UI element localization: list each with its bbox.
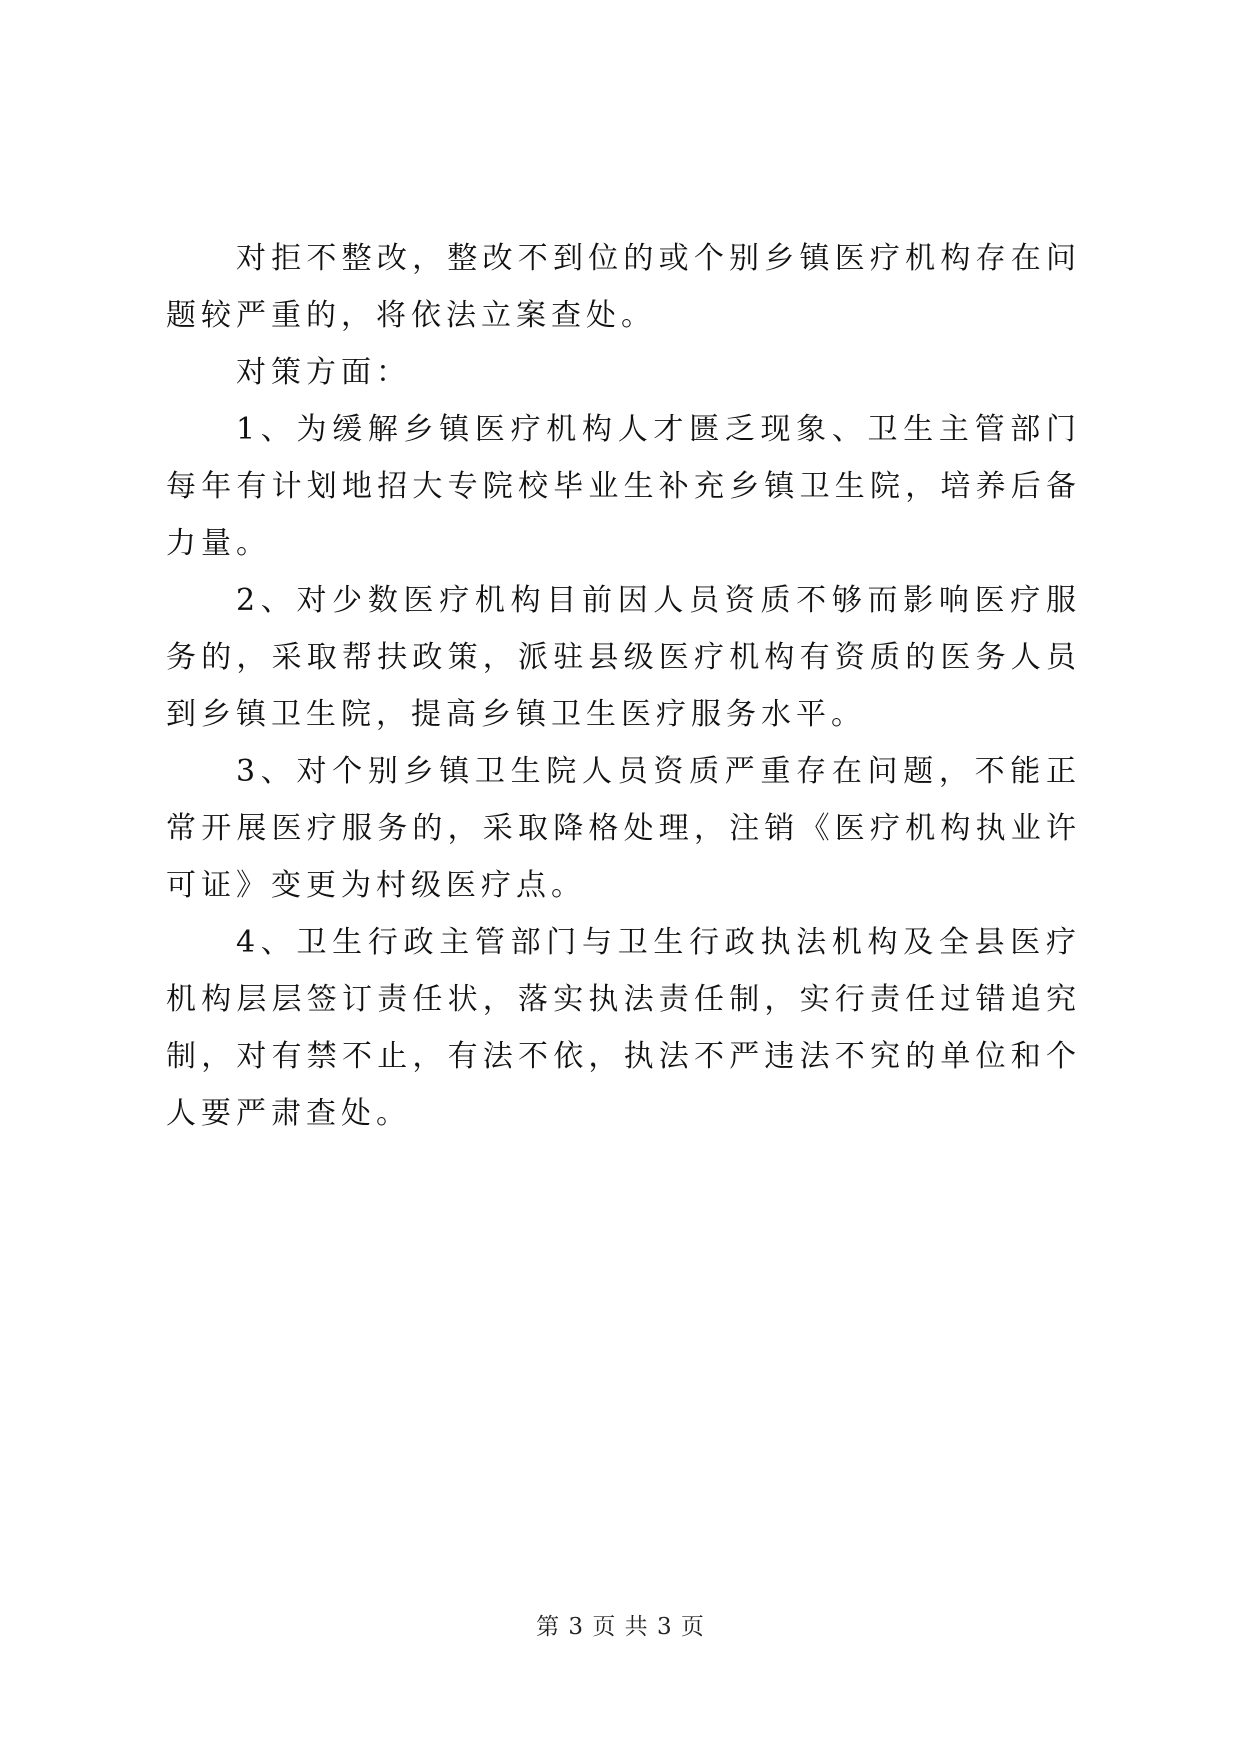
page-number-footer: 第 3 页 共 3 页: [536, 1614, 705, 1640]
document-body: [166, 230, 1081, 1142]
paragraph-countermeasure-1: 1、为缓解乡镇医疗机构人才匮乏现象、卫生主管部门每年有计划地招大专院校毕业生补充乡镇卫生院，培养后备力量。: [166, 412, 1081, 561]
paragraph-countermeasures-heading: 对策方面：: [236, 355, 411, 390]
paragraph-rectification: 对拒不整改，整改不到位的或个别乡镇医疗机构存在问题较严重的，将依法立案查处。: [166, 241, 1081, 333]
paragraph-countermeasure-3: 3、对个别乡镇卫生院人员资质严重存在问题，不能正常开展医疗服务的，采取降格处理，注销《医疗机构执业许可证》变更为村级医疗点。: [166, 754, 1081, 903]
paragraph-countermeasure-2: 2、对少数医疗机构目前因人员资质不够而影响医疗服务的，采取帮扶政策，派驻县级医疗机构有资质的医务人员到乡镇卫生院，提高乡镇卫生医疗服务水平。: [166, 583, 1081, 732]
paragraph-countermeasure-4: 4、卫生行政主管部门与卫生行政执法机构及全县医疗机构层层签订责任状，落实执法责任制，实行责任过错追究制，对有禁不止，有法不依，执法不严违法不究的单位和个人要严肃查处。: [166, 925, 1081, 1131]
